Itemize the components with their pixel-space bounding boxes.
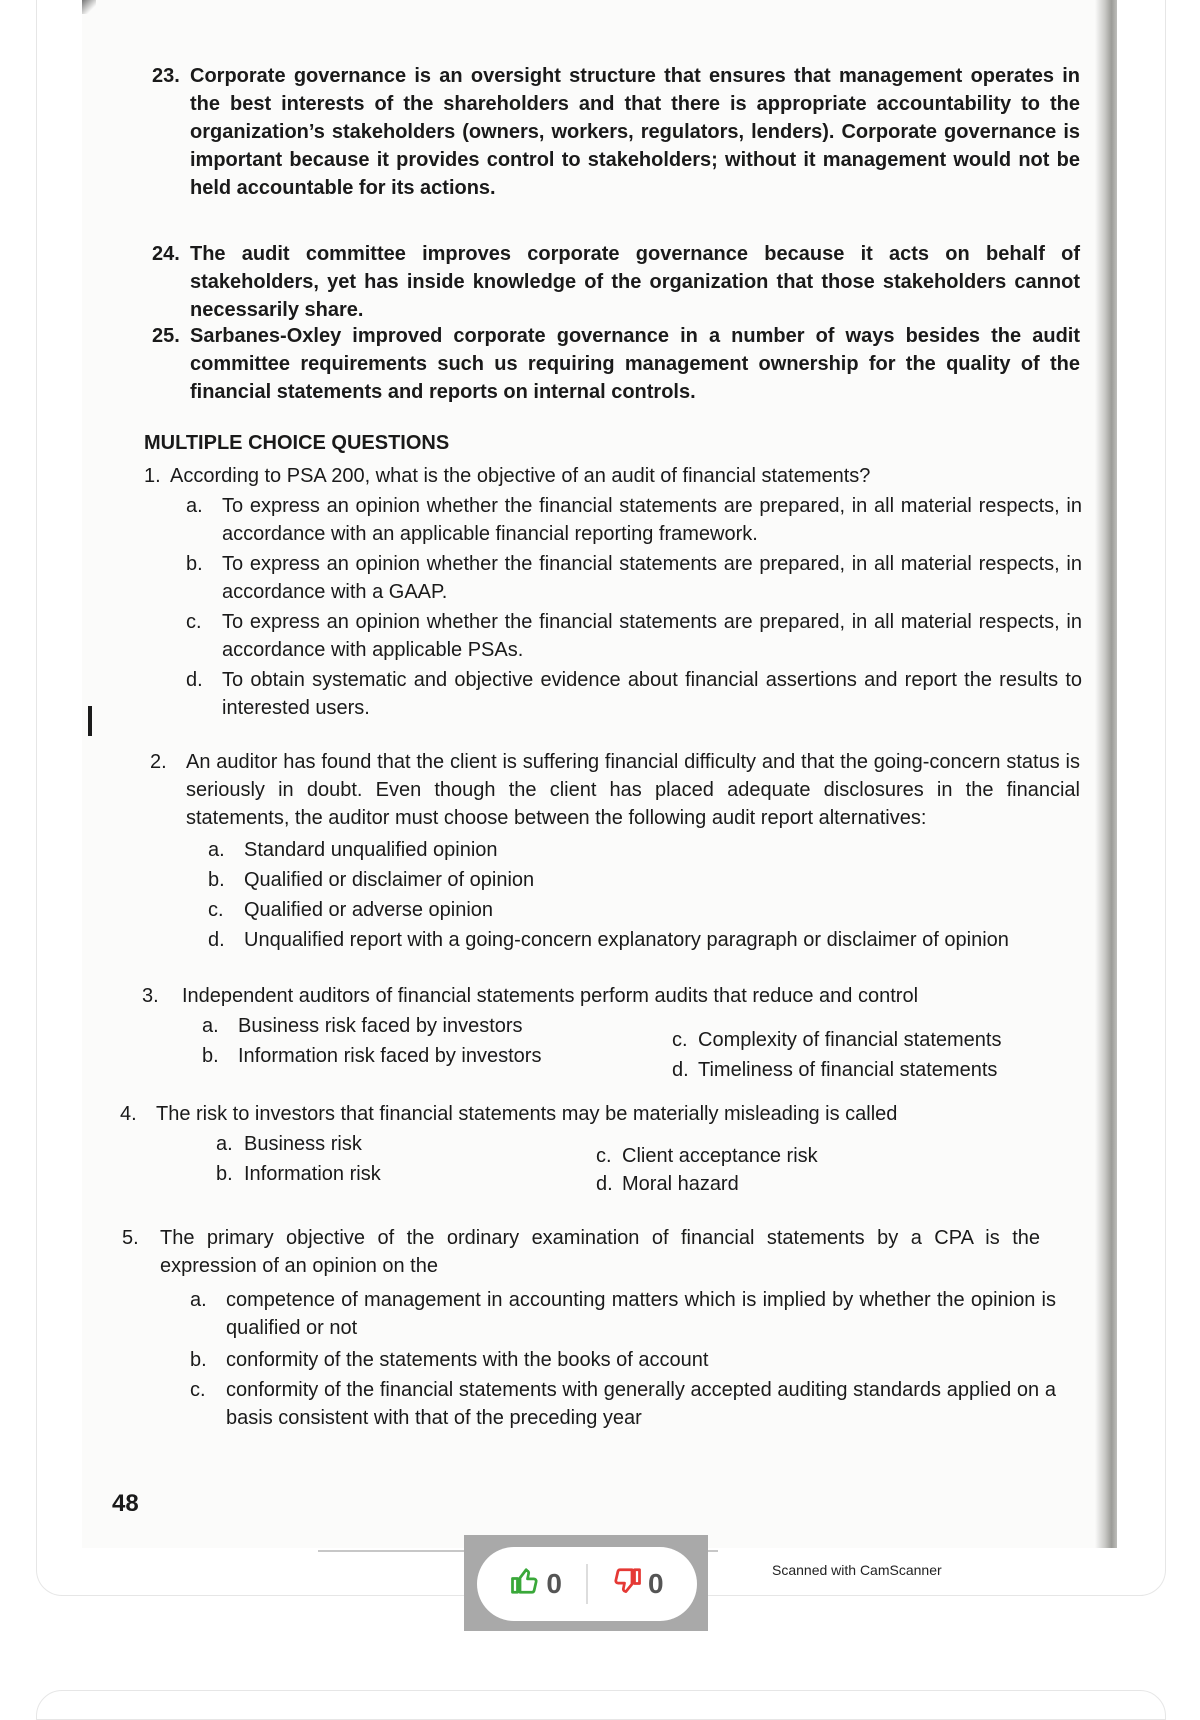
- thumbs-down-icon: [612, 1566, 642, 1603]
- option-text: Unqualified report with a going-concern explanatory paragraph or disclaimer of opinion: [244, 929, 1009, 951]
- question-1-option-d: [186, 666, 1086, 722]
- option-letter: c.: [672, 1029, 688, 1051]
- option-text: Standard unqualified opinion: [244, 839, 498, 861]
- question-1: [144, 462, 1084, 490]
- option-letter: b.: [186, 553, 203, 575]
- question-3-option-c: [672, 1026, 1072, 1054]
- option-letter: c.: [186, 611, 202, 633]
- option-text: To express an opinion whether the financial statements are prepared, in all material respects, in accordance with an applicable financial reporting framework.: [222, 495, 1082, 545]
- thumbs-up-icon: [510, 1566, 540, 1603]
- option-text: Moral hazard: [622, 1173, 739, 1195]
- option-letter: c.: [190, 1379, 206, 1401]
- option-text: Qualified or disclaimer of opinion: [244, 869, 535, 891]
- option-letter: a.: [190, 1289, 207, 1311]
- scanned-page: [82, 0, 1117, 1548]
- vote-separator: [586, 1564, 588, 1604]
- option-text: conformity of the financial statements with generally accepted auditing standards applied on a basis consistent with that of the preceding year: [226, 1379, 1056, 1429]
- option-text: competence of management in accounting matters which is implied by whether the opinion is qualified or not: [226, 1289, 1056, 1339]
- option-text: Information risk faced by investors: [238, 1045, 542, 1067]
- next-card: [36, 1690, 1166, 1720]
- essay-item-25: [152, 322, 1082, 412]
- question-1-option-c: [186, 608, 1086, 664]
- question-text: An auditor has found that the client is suffering financial difficulty and that the going-concern status is seriously in doubt. Even though the client has placed adequate disclosures in the financial statements, the auditor must choose between the following audit report alternatives:: [186, 751, 1080, 829]
- option-text: Qualified or adverse opinion: [244, 899, 494, 921]
- scan-margin-mark: [88, 706, 92, 736]
- question-number: 3.: [142, 985, 159, 1007]
- question-number: 5.: [122, 1227, 139, 1249]
- option-letter: b.: [208, 869, 225, 891]
- option-text: Information risk: [244, 1163, 381, 1185]
- upvote-count: 0: [546, 1568, 562, 1599]
- question-number: 1.: [144, 465, 161, 487]
- option-text: To obtain systematic and objective evidence about financial assertions and report the results to interested users.: [222, 669, 1082, 719]
- question-2-option-c: [208, 896, 1088, 924]
- option-letter: d.: [596, 1173, 613, 1195]
- question-text: The risk to investors that financial statements may be materially misleading is called: [156, 1103, 898, 1125]
- downvote-count: 0: [648, 1568, 664, 1599]
- downvote-button[interactable]: [612, 1566, 664, 1603]
- question-2: [150, 748, 1084, 832]
- question-2-option-a: [208, 836, 1088, 864]
- question-4-option-a: [216, 1130, 596, 1158]
- question-2-option-d: [208, 926, 1088, 954]
- option-text: To express an opinion whether the financial statements are prepared, in all material respects, in accordance with applicable PSAs.: [222, 611, 1082, 661]
- item-text: The audit committee improves corporate governance because it acts on behalf of stakeholders, yet has inside knowledge of the organization that those stakeholders cannot necessarily share.: [190, 243, 1080, 321]
- option-text: Complexity of financial statements: [698, 1029, 1002, 1051]
- question-3: [142, 982, 1082, 1010]
- question-4-option-b: [216, 1160, 596, 1188]
- vote-bar: [477, 1547, 697, 1621]
- question-text: The primary objective of the ordinary examination of financial statements by a CPA is the expression of an opinion on the: [160, 1227, 1040, 1277]
- item-text: Sarbanes-Oxley improved corporate governance in a number of ways besides the audit committee requirements such us requiring management ownership for the quality of the financial statements and reports on internal controls.: [190, 325, 1080, 403]
- question-5-option-c: [190, 1376, 1070, 1432]
- option-text: To express an opinion whether the financial statements are prepared, in all material respects, in accordance with a GAAP.: [222, 553, 1082, 603]
- item-number: 24.: [152, 243, 180, 265]
- question-3-option-a: [202, 1012, 642, 1040]
- scanner-credit: Scanned with CamScanner: [772, 1562, 942, 1578]
- item-text: Corporate governance is an oversight structure that ensures that management operates in the best interests of the shareholders and that there is appropriate accountability to the organization’s stakeholders (owners, workers, regulators, lenders). Corporate governance is important because it provides control to stakeholders; without it management would not be held accountable for its actions.: [190, 65, 1080, 199]
- option-letter: d.: [672, 1059, 689, 1081]
- option-letter: a.: [208, 839, 225, 861]
- option-text: Timeliness of financial statements: [698, 1059, 998, 1081]
- option-text: Client acceptance risk: [622, 1145, 818, 1167]
- option-letter: c.: [596, 1145, 612, 1167]
- scan-corner-mark: [82, 0, 96, 14]
- question-4-option-d: [596, 1170, 996, 1198]
- question-text: According to PSA 200, what is the objective of an audit of financial statements?: [170, 465, 871, 487]
- question-3-option-b: [202, 1042, 642, 1070]
- option-letter: a.: [186, 495, 203, 517]
- essay-item-23: [152, 62, 1082, 202]
- option-letter: b.: [202, 1045, 219, 1067]
- question-text: Independent auditors of financial statements perform audits that reduce and control: [182, 985, 919, 1007]
- question-number: 2.: [150, 751, 167, 773]
- question-3-option-d: [672, 1056, 1072, 1084]
- question-2-option-b: [208, 866, 1088, 894]
- section-heading: MULTIPLE CHOICE QUESTIONS: [144, 432, 450, 454]
- option-letter: a.: [216, 1133, 233, 1155]
- question-5-option-b: [190, 1346, 1070, 1374]
- upvote-button[interactable]: [510, 1566, 562, 1603]
- option-letter: a.: [202, 1015, 219, 1037]
- question-5: [122, 1224, 1082, 1280]
- option-letter: d.: [208, 929, 225, 951]
- question-1-option-a: [186, 492, 1086, 548]
- scan-page-edge: [1095, 0, 1117, 1548]
- option-text: Business risk faced by investors: [238, 1015, 523, 1037]
- option-letter: b.: [190, 1349, 207, 1371]
- essay-item-24: [152, 240, 1082, 321]
- question-4: [120, 1100, 1080, 1128]
- question-5-option-a: [190, 1286, 1070, 1342]
- item-number: 25.: [152, 325, 180, 347]
- item-number: 23.: [152, 65, 180, 87]
- option-letter: b.: [216, 1163, 233, 1185]
- option-letter: c.: [208, 899, 224, 921]
- question-1-option-b: [186, 550, 1086, 606]
- option-text: conformity of the statements with the books of account: [226, 1349, 709, 1371]
- option-letter: d.: [186, 669, 203, 691]
- question-4-option-c: [596, 1142, 996, 1170]
- question-number: 4.: [120, 1103, 137, 1125]
- page-number: 48: [112, 1490, 139, 1517]
- option-text: Business risk: [244, 1133, 362, 1155]
